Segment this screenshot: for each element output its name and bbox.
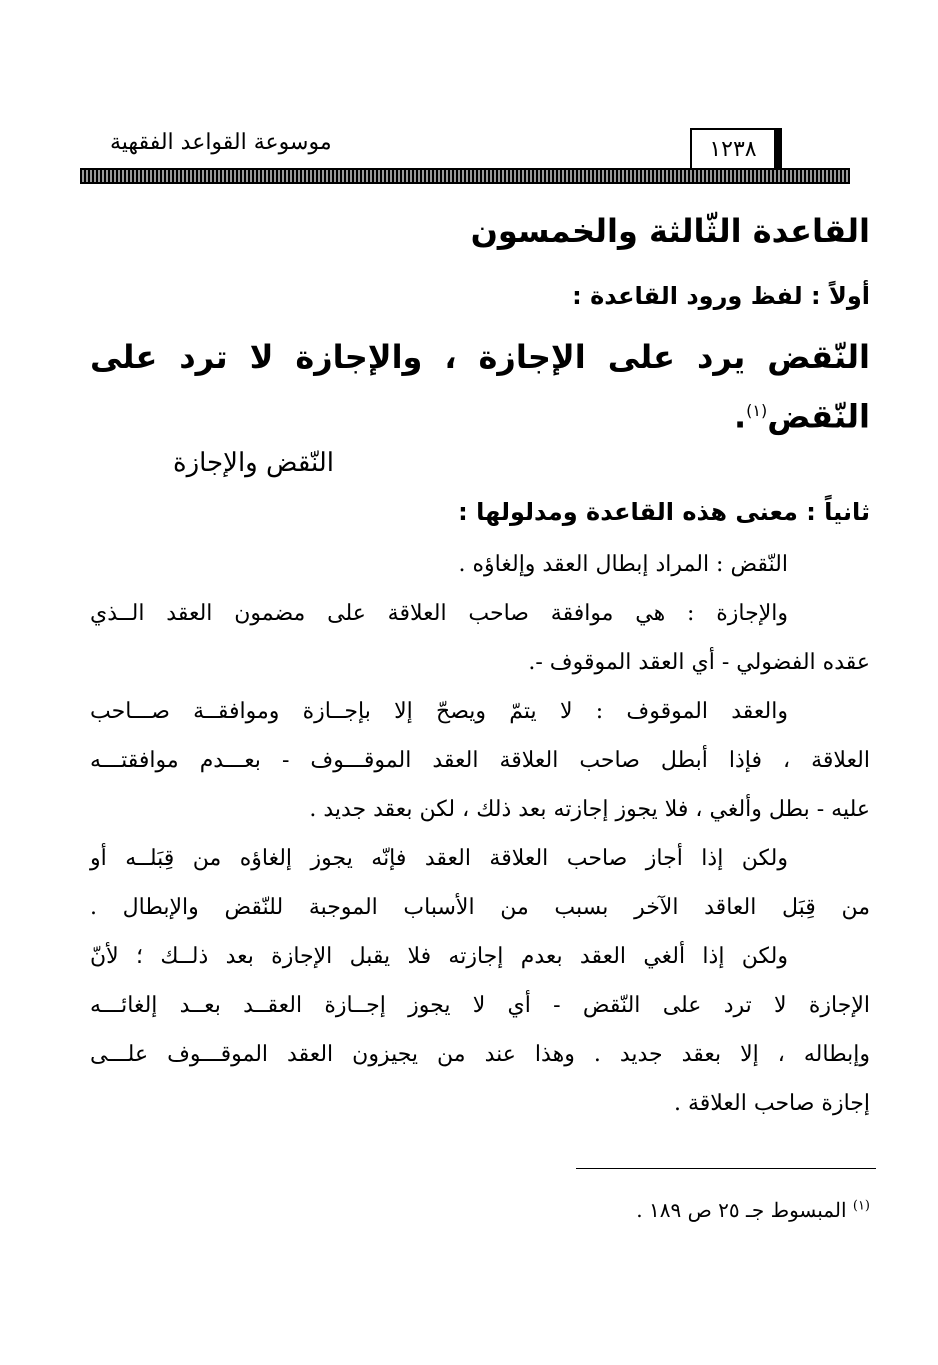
body-line: وإبطاله ، إلا بعقد جديد . وهذا عند من يجيزون العقد الموقـــوف علـــى xyxy=(90,1042,870,1067)
book-title: موسوعة القواعد الفقهية xyxy=(110,130,332,155)
body-line: ولكن إذا ألغي العقد بعدم إجازته فلا يقبل الإجازة بعد ذلــك ؛ لأنّ xyxy=(90,944,788,969)
header-rule xyxy=(80,168,850,184)
body-line: والإجازة : هي موافقة صاحب العلاقة على مضمون العقد الــذي xyxy=(90,601,788,626)
body-line: والعقد الموقوف : لا يتمّ ويصحّ إلا بإجــازة وموافقــة صـــاحب xyxy=(90,699,788,724)
rule-line-2: النّقض xyxy=(767,397,870,436)
rule-statement xyxy=(90,330,870,444)
caption: النّقض والإجازة xyxy=(172,448,334,478)
footnote-marker: (١) xyxy=(852,1198,870,1214)
body-line: من قِبَل العاقد الآخر بسبب من الأسباب الموجبة للنّقض والإبطال . xyxy=(90,895,871,920)
footnote-text: المبسوط جـ ٢٥ ص ١٨٩ . xyxy=(636,1198,847,1222)
body-line: عليه - بطل وألغي ، فلا يجوز إجازته بعد ذلك ، لكن بعقد جديد . xyxy=(309,797,870,822)
body-line: العلاقة ، فإذا أبطل صاحب العلاقة العقد الموقـــوف - بعـــدم موافقتـــه xyxy=(90,748,870,773)
body-line: ولكن إذا أجاز صاحب العلاقة العقد فإنّه يجوز إلغاؤه من قِبَلــه أو xyxy=(90,846,788,871)
rule-heading: القاعدة الثّالثة والخمسون xyxy=(470,212,870,250)
footnote-ref[interactable]: (١) xyxy=(746,401,768,420)
rule-end: . xyxy=(734,397,747,436)
footnote xyxy=(636,1198,870,1222)
body-line: الإجازة لا ترد على النّقض - أي لا يجوز إجــازة العقــد بعــد إلغائـــه xyxy=(90,993,870,1018)
section2-title: ثانياً : معنى هذه القاعدة ومدلولها : xyxy=(458,498,870,526)
body-line: عقده الفضولي - أي العقد الموقوف -. xyxy=(528,650,870,675)
body-line: إجازة صاحب العلاقة . xyxy=(674,1091,870,1116)
body-line: النّقض : المراد إبطال العقد وإلغاؤه . xyxy=(458,552,788,577)
footnote-separator xyxy=(576,1168,876,1169)
section1-title: أولاً : لفظ ورود القاعدة : xyxy=(572,282,870,310)
rule-line-1: النّقض يرد على الإجازة ، والإجازة لا ترد على xyxy=(90,338,870,376)
page-number: ١٢٣٨ xyxy=(690,128,782,168)
body-text xyxy=(90,540,870,1128)
